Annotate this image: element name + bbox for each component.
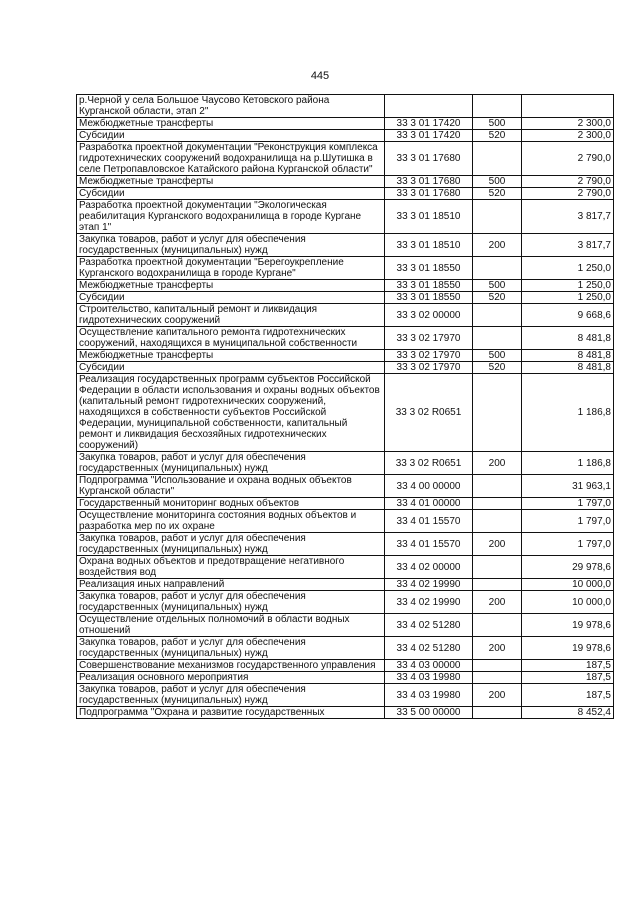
table-row — [77, 452, 614, 475]
cell-name: Закупка товаров, работ и услуг для обеспечения государственных (муниципальных) нужд — [77, 684, 385, 707]
table-row — [77, 510, 614, 533]
cell-amount: 2 790,0 — [522, 176, 614, 188]
cell-expense-type: 520 — [473, 362, 522, 374]
cell-amount: 10 000,0 — [522, 591, 614, 614]
cell-code: 33 3 01 18550 — [385, 257, 473, 280]
cell-code: 33 3 01 18550 — [385, 280, 473, 292]
cell-code: 33 4 03 00000 — [385, 660, 473, 672]
cell-name: Межбюджетные трансферты — [77, 350, 385, 362]
cell-amount: 2 790,0 — [522, 188, 614, 200]
table-row — [77, 475, 614, 498]
table-row — [77, 374, 614, 452]
cell-expense-type — [473, 142, 522, 176]
cell-name: Осуществление мониторинга состояния водных объектов и разработка мер по их охране — [77, 510, 385, 533]
cell-code: 33 3 01 17680 — [385, 176, 473, 188]
table-row — [77, 533, 614, 556]
cell-name: Подпрограмма "Охрана и развитие государственных — [77, 707, 385, 719]
cell-code: 33 4 02 00000 — [385, 556, 473, 579]
cell-code: 33 4 02 51280 — [385, 614, 473, 637]
cell-name: Строительство, капитальный ремонт и ликвидация гидротехнических сооружений — [77, 304, 385, 327]
cell-expense-type — [473, 614, 522, 637]
cell-code: 33 3 01 17420 — [385, 130, 473, 142]
cell-name: Субсидии — [77, 362, 385, 374]
cell-name: Закупка товаров, работ и услуг для обеспечения государственных (муниципальных) нужд — [77, 533, 385, 556]
cell-name: Субсидии — [77, 292, 385, 304]
cell-name: Реализация иных направлений — [77, 579, 385, 591]
cell-expense-type: 200 — [473, 591, 522, 614]
cell-amount: 3 817,7 — [522, 200, 614, 234]
cell-amount: 1 250,0 — [522, 280, 614, 292]
cell-code: 33 4 02 51280 — [385, 637, 473, 660]
cell-code — [385, 95, 473, 118]
cell-code: 33 4 01 15570 — [385, 533, 473, 556]
table-row — [77, 672, 614, 684]
cell-expense-type: 520 — [473, 188, 522, 200]
cell-expense-type — [473, 498, 522, 510]
cell-expense-type: 500 — [473, 280, 522, 292]
cell-amount: 31 963,1 — [522, 475, 614, 498]
cell-expense-type — [473, 257, 522, 280]
cell-amount — [522, 95, 614, 118]
cell-code: 33 4 03 19980 — [385, 684, 473, 707]
cell-code: 33 3 01 17420 — [385, 118, 473, 130]
cell-expense-type — [473, 200, 522, 234]
table-row — [77, 234, 614, 257]
table-row — [77, 304, 614, 327]
cell-name: Межбюджетные трансферты — [77, 280, 385, 292]
cell-code: 33 4 01 15570 — [385, 510, 473, 533]
cell-code: 33 4 03 19980 — [385, 672, 473, 684]
cell-amount: 19 978,6 — [522, 637, 614, 660]
cell-name: р.Черной у села Большое Чаусово Кетовского района Курганской области, этап 2" — [77, 95, 385, 118]
cell-code: 33 3 02 17970 — [385, 327, 473, 350]
cell-code: 33 5 00 00000 — [385, 707, 473, 719]
cell-name: Закупка товаров, работ и услуг для обеспечения государственных (муниципальных) нужд — [77, 234, 385, 257]
table-row — [77, 257, 614, 280]
cell-code: 33 4 00 00000 — [385, 475, 473, 498]
cell-expense-type — [473, 510, 522, 533]
cell-expense-type: 520 — [473, 130, 522, 142]
cell-amount: 8 481,8 — [522, 362, 614, 374]
cell-amount: 8 481,8 — [522, 327, 614, 350]
cell-expense-type — [473, 707, 522, 719]
cell-amount: 2 300,0 — [522, 130, 614, 142]
table-row — [77, 327, 614, 350]
cell-code: 33 3 02 17970 — [385, 350, 473, 362]
cell-name: Реализация государственных программ субъектов Российской Федерации в области использования и охраны водных объектов (капитальный ремонт гидротехнических сооружений, находящихся в собственности субъектов Российской Федерации, муниципальной собственности, капитальный ремонт и ликвидация бесхозяйных гидротехнических сооружений) — [77, 374, 385, 452]
cell-name: Субсидии — [77, 130, 385, 142]
cell-amount: 1 797,0 — [522, 533, 614, 556]
cell-name: Межбюджетные трансферты — [77, 118, 385, 130]
cell-expense-type — [473, 304, 522, 327]
page-number: 445 — [310, 70, 330, 82]
table-body — [77, 95, 614, 719]
cell-expense-type: 500 — [473, 176, 522, 188]
cell-code: 33 3 01 17680 — [385, 188, 473, 200]
cell-name: Закупка товаров, работ и услуг для обеспечения государственных (муниципальных) нужд — [77, 637, 385, 660]
table-row — [77, 362, 614, 374]
cell-amount: 29 978,6 — [522, 556, 614, 579]
cell-expense-type — [473, 672, 522, 684]
cell-name: Осуществление капитального ремонта гидротехнических сооружений, находящихся в муниципальной собственности — [77, 327, 385, 350]
table-row — [77, 142, 614, 176]
cell-amount: 1 250,0 — [522, 257, 614, 280]
cell-amount: 1 186,8 — [522, 452, 614, 475]
cell-expense-type — [473, 374, 522, 452]
cell-name: Закупка товаров, работ и услуг для обеспечения государственных (муниципальных) нужд — [77, 452, 385, 475]
cell-name: Закупка товаров, работ и услуг для обеспечения государственных (муниципальных) нужд — [77, 591, 385, 614]
table-row — [77, 188, 614, 200]
cell-amount: 9 668,6 — [522, 304, 614, 327]
table-row — [77, 591, 614, 614]
table-row — [77, 498, 614, 510]
cell-expense-type — [473, 327, 522, 350]
cell-name: Осуществление отдельных полномочий в области водных отношений — [77, 614, 385, 637]
cell-code: 33 4 01 00000 — [385, 498, 473, 510]
cell-amount: 10 000,0 — [522, 579, 614, 591]
cell-expense-type: 500 — [473, 350, 522, 362]
cell-amount: 8 481,8 — [522, 350, 614, 362]
table-row — [77, 556, 614, 579]
table-row — [77, 707, 614, 719]
cell-name: Подпрограмма "Использование и охрана водных объектов Курганской области" — [77, 475, 385, 498]
cell-expense-type: 200 — [473, 637, 522, 660]
table-row — [77, 176, 614, 188]
cell-code: 33 3 01 18550 — [385, 292, 473, 304]
cell-amount: 1 250,0 — [522, 292, 614, 304]
cell-amount: 187,5 — [522, 672, 614, 684]
cell-expense-type — [473, 556, 522, 579]
cell-expense-type: 200 — [473, 234, 522, 257]
cell-expense-type: 500 — [473, 118, 522, 130]
table-row — [77, 350, 614, 362]
cell-name: Межбюджетные трансферты — [77, 176, 385, 188]
cell-code: 33 3 01 18510 — [385, 200, 473, 234]
table-row — [77, 130, 614, 142]
table-row — [77, 118, 614, 130]
cell-code: 33 4 02 19990 — [385, 579, 473, 591]
cell-name: Разработка проектной документации "Берегоукрепление Курганского водохранилища в городе Кургане" — [77, 257, 385, 280]
cell-amount: 1 797,0 — [522, 510, 614, 533]
cell-expense-type: 200 — [473, 452, 522, 475]
cell-name: Государственный мониторинг водных объектов — [77, 498, 385, 510]
cell-code: 33 3 02 R0651 — [385, 452, 473, 475]
table-row — [77, 684, 614, 707]
cell-expense-type: 200 — [473, 533, 522, 556]
cell-amount: 187,5 — [522, 684, 614, 707]
cell-amount: 187,5 — [522, 660, 614, 672]
table-row — [77, 280, 614, 292]
cell-name: Субсидии — [77, 188, 385, 200]
cell-name: Разработка проектной документации "Экологическая реабилитация Курганского водохранилища в городе Кургане этап 1" — [77, 200, 385, 234]
table-row — [77, 200, 614, 234]
cell-amount: 2 790,0 — [522, 142, 614, 176]
table-row — [77, 292, 614, 304]
cell-code: 33 3 01 18510 — [385, 234, 473, 257]
cell-expense-type: 520 — [473, 292, 522, 304]
cell-amount: 19 978,6 — [522, 614, 614, 637]
budget-table — [76, 94, 614, 719]
cell-code: 33 3 02 00000 — [385, 304, 473, 327]
cell-code: 33 3 01 17680 — [385, 142, 473, 176]
cell-name: Реализация основного мероприятия — [77, 672, 385, 684]
cell-name: Совершенствование механизмов государственного управления — [77, 660, 385, 672]
cell-name: Разработка проектной документации "Реконструкция комплекса гидротехнических сооружений водохранилища на р.Шутишка в селе Петропавловское Катайского района Курганской области" — [77, 142, 385, 176]
table-row — [77, 614, 614, 637]
cell-expense-type — [473, 475, 522, 498]
cell-expense-type: 200 — [473, 684, 522, 707]
cell-amount: 8 452,4 — [522, 707, 614, 719]
cell-amount: 1 797,0 — [522, 498, 614, 510]
cell-amount: 1 186,8 — [522, 374, 614, 452]
cell-expense-type — [473, 95, 522, 118]
table-row — [77, 637, 614, 660]
table-row — [77, 660, 614, 672]
cell-amount: 3 817,7 — [522, 234, 614, 257]
cell-name: Охрана водных объектов и предотвращение негативного воздействия вод — [77, 556, 385, 579]
cell-code: 33 4 02 19990 — [385, 591, 473, 614]
cell-code: 33 3 02 17970 — [385, 362, 473, 374]
table-row — [77, 95, 614, 118]
cell-expense-type — [473, 579, 522, 591]
table-row — [77, 579, 614, 591]
cell-code: 33 3 02 R0651 — [385, 374, 473, 452]
cell-expense-type — [473, 660, 522, 672]
cell-amount: 2 300,0 — [522, 118, 614, 130]
